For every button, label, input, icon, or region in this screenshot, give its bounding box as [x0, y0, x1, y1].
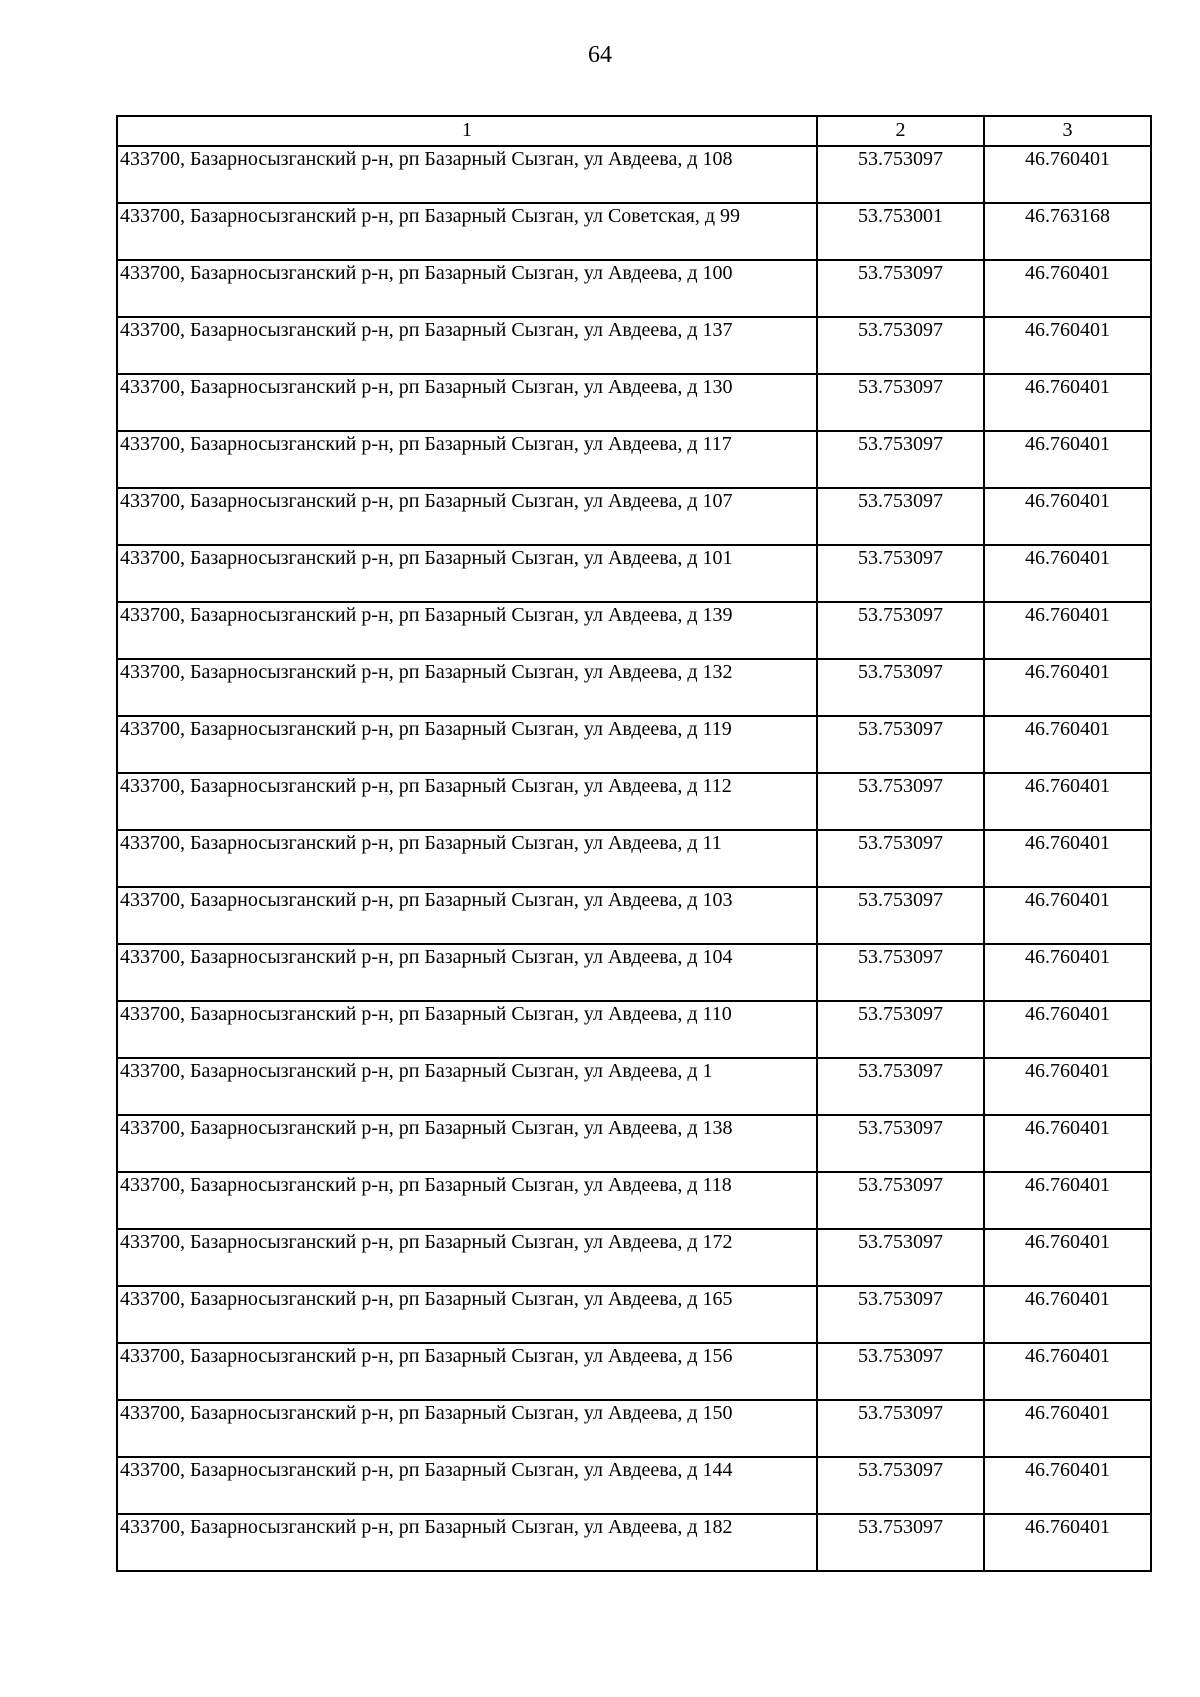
latitude-cell: 53.753097: [817, 317, 984, 374]
table-row: [117, 830, 1151, 887]
address-cell: 433700, Базарносызганский р-н, рп Базарный Сызган, ул Авдеева, д 144: [117, 1457, 817, 1514]
latitude-cell: 53.753001: [817, 203, 984, 260]
longitude-cell: 46.760401: [984, 374, 1151, 431]
longitude-cell: 46.760401: [984, 944, 1151, 1001]
latitude-cell: 53.753097: [817, 716, 984, 773]
latitude-cell: 53.753097: [817, 1400, 984, 1457]
column-header-2: 2: [817, 116, 984, 146]
latitude-cell: 53.753097: [817, 488, 984, 545]
address-cell: 433700, Базарносызганский р-н, рп Базарный Сызган, ул Авдеева, д 130: [117, 374, 817, 431]
address-cell: 433700, Базарносызганский р-н, рп Базарный Сызган, ул Авдеева, д 139: [117, 602, 817, 659]
table-row: [117, 1286, 1151, 1343]
address-cell: 433700, Базарносызганский р-н, рп Базарный Сызган, ул Авдеева, д 108: [117, 146, 817, 203]
address-coordinates-table: [116, 115, 1152, 1572]
table-row: [117, 488, 1151, 545]
table-row: [117, 1400, 1151, 1457]
table-row: [117, 1229, 1151, 1286]
table-header-row: [117, 116, 1151, 146]
longitude-cell: 46.760401: [984, 1400, 1151, 1457]
table-row: [117, 1115, 1151, 1172]
table-row: [117, 602, 1151, 659]
longitude-cell: 46.760401: [984, 260, 1151, 317]
column-header-1: 1: [117, 116, 817, 146]
latitude-cell: 53.753097: [817, 1058, 984, 1115]
table-row: [117, 146, 1151, 203]
longitude-cell: 46.763168: [984, 203, 1151, 260]
address-cell: 433700, Базарносызганский р-н, рп Базарный Сызган, ул Авдеева, д 138: [117, 1115, 817, 1172]
longitude-cell: 46.760401: [984, 1172, 1151, 1229]
address-cell: 433700, Базарносызганский р-н, рп Базарный Сызган, ул Авдеева, д 137: [117, 317, 817, 374]
address-cell: 433700, Базарносызганский р-н, рп Базарный Сызган, ул Авдеева, д 100: [117, 260, 817, 317]
longitude-cell: 46.760401: [984, 431, 1151, 488]
table-row: [117, 1457, 1151, 1514]
table-row: [117, 203, 1151, 260]
longitude-cell: 46.760401: [984, 545, 1151, 602]
latitude-cell: 53.753097: [817, 602, 984, 659]
address-cell: 433700, Базарносызганский р-н, рп Базарный Сызган, ул Авдеева, д 150: [117, 1400, 817, 1457]
column-header-3: 3: [984, 116, 1151, 146]
table-row: [117, 431, 1151, 488]
table-row: [117, 1001, 1151, 1058]
longitude-cell: 46.760401: [984, 659, 1151, 716]
table-row: [117, 317, 1151, 374]
address-cell: 433700, Базарносызганский р-н, рп Базарный Сызган, ул Авдеева, д 101: [117, 545, 817, 602]
latitude-cell: 53.753097: [817, 1343, 984, 1400]
longitude-cell: 46.760401: [984, 1229, 1151, 1286]
latitude-cell: 53.753097: [817, 431, 984, 488]
table-row: [117, 944, 1151, 1001]
table-row: [117, 716, 1151, 773]
longitude-cell: 46.760401: [984, 602, 1151, 659]
address-cell: 433700, Базарносызганский р-н, рп Базарный Сызган, ул Авдеева, д 11: [117, 830, 817, 887]
longitude-cell: 46.760401: [984, 1514, 1151, 1571]
address-cell: 433700, Базарносызганский р-н, рп Базарный Сызган, ул Авдеева, д 117: [117, 431, 817, 488]
latitude-cell: 53.753097: [817, 374, 984, 431]
longitude-cell: 46.760401: [984, 1343, 1151, 1400]
longitude-cell: 46.760401: [984, 773, 1151, 830]
table-row: [117, 773, 1151, 830]
address-cell: 433700, Базарносызганский р-н, рп Базарный Сызган, ул Авдеева, д 103: [117, 887, 817, 944]
page-number: 64: [588, 42, 612, 68]
address-cell: 433700, Базарносызганский р-н, рп Базарный Сызган, ул Авдеева, д 107: [117, 488, 817, 545]
table-row: [117, 545, 1151, 602]
latitude-cell: 53.753097: [817, 1457, 984, 1514]
address-cell: 433700, Базарносызганский р-н, рп Базарный Сызган, ул Авдеева, д 172: [117, 1229, 817, 1286]
table-row: [117, 1058, 1151, 1115]
latitude-cell: 53.753097: [817, 773, 984, 830]
longitude-cell: 46.760401: [984, 716, 1151, 773]
table-row: [117, 659, 1151, 716]
latitude-cell: 53.753097: [817, 1172, 984, 1229]
latitude-cell: 53.753097: [817, 1229, 984, 1286]
address-cell: 433700, Базарносызганский р-н, рп Базарный Сызган, ул Авдеева, д 1: [117, 1058, 817, 1115]
address-cell: 433700, Базарносызганский р-н, рп Базарный Сызган, ул Авдеева, д 119: [117, 716, 817, 773]
address-cell: 433700, Базарносызганский р-н, рп Базарный Сызган, ул Авдеева, д 182: [117, 1514, 817, 1571]
table-row: [117, 1514, 1151, 1571]
longitude-cell: 46.760401: [984, 146, 1151, 203]
address-cell: 433700, Базарносызганский р-н, рп Базарный Сызган, ул Авдеева, д 132: [117, 659, 817, 716]
longitude-cell: 46.760401: [984, 1058, 1151, 1115]
address-cell: 433700, Базарносызганский р-н, рп Базарный Сызган, ул Авдеева, д 118: [117, 1172, 817, 1229]
latitude-cell: 53.753097: [817, 260, 984, 317]
latitude-cell: 53.753097: [817, 944, 984, 1001]
latitude-cell: 53.753097: [817, 1286, 984, 1343]
longitude-cell: 46.760401: [984, 1001, 1151, 1058]
address-cell: 433700, Базарносызганский р-н, рп Базарный Сызган, ул Авдеева, д 112: [117, 773, 817, 830]
table-row: [117, 260, 1151, 317]
latitude-cell: 53.753097: [817, 146, 984, 203]
longitude-cell: 46.760401: [984, 830, 1151, 887]
address-cell: 433700, Базарносызганский р-н, рп Базарный Сызган, ул Авдеева, д 156: [117, 1343, 817, 1400]
table-row: [117, 887, 1151, 944]
latitude-cell: 53.753097: [817, 830, 984, 887]
longitude-cell: 46.760401: [984, 1286, 1151, 1343]
address-cell: 433700, Базарносызганский р-н, рп Базарный Сызган, ул Авдеева, д 104: [117, 944, 817, 1001]
longitude-cell: 46.760401: [984, 887, 1151, 944]
address-cell: 433700, Базарносызганский р-н, рп Базарный Сызган, ул Авдеева, д 110: [117, 1001, 817, 1058]
latitude-cell: 53.753097: [817, 1514, 984, 1571]
longitude-cell: 46.760401: [984, 1457, 1151, 1514]
table-row: [117, 374, 1151, 431]
table-row: [117, 1343, 1151, 1400]
latitude-cell: 53.753097: [817, 545, 984, 602]
longitude-cell: 46.760401: [984, 1115, 1151, 1172]
longitude-cell: 46.760401: [984, 488, 1151, 545]
address-cell: 433700, Базарносызганский р-н, рп Базарный Сызган, ул Советская, д 99: [117, 203, 817, 260]
address-cell: 433700, Базарносызганский р-н, рп Базарный Сызган, ул Авдеева, д 165: [117, 1286, 817, 1343]
latitude-cell: 53.753097: [817, 659, 984, 716]
table-row: [117, 1172, 1151, 1229]
longitude-cell: 46.760401: [984, 317, 1151, 374]
latitude-cell: 53.753097: [817, 887, 984, 944]
latitude-cell: 53.753097: [817, 1001, 984, 1058]
latitude-cell: 53.753097: [817, 1115, 984, 1172]
